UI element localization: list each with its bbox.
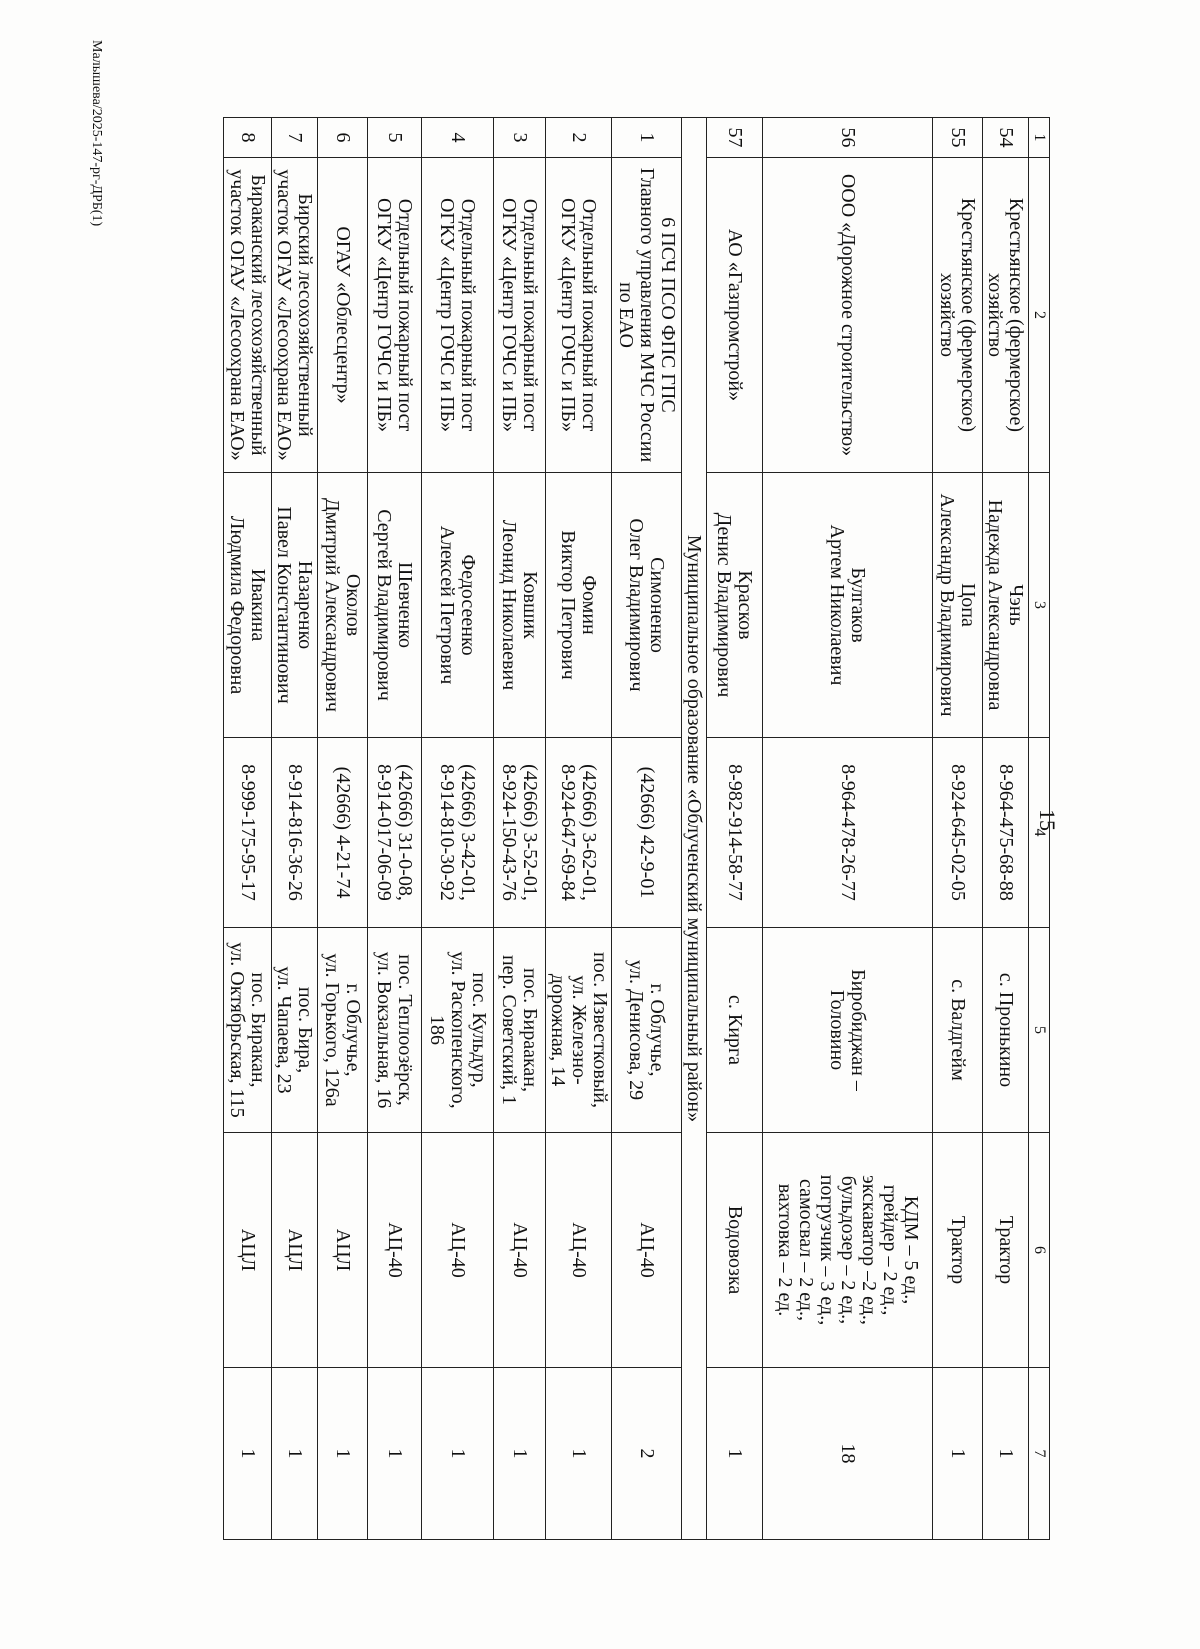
column-number: 4 — [1029, 738, 1050, 928]
row-number: 56 — [763, 118, 933, 158]
column-number-row — [1029, 118, 1050, 1540]
equipment: АЦ-40 — [612, 1133, 682, 1368]
row-number: 57 — [707, 118, 763, 158]
quantity: 1 — [318, 1368, 368, 1540]
address: г. Облучье, ул. Горького, 126а — [318, 928, 368, 1133]
phone-number: 8-914-816-36-26 — [272, 738, 318, 928]
phone-number: (42666) 3-42-01, 8-914-810-30-92 — [422, 738, 494, 928]
row-number: 54 — [983, 118, 1029, 158]
address: г. Облучье, ул. Денисова, 29 — [612, 928, 682, 1133]
responsible-person: Красков Денис Владимирович — [707, 473, 763, 738]
row-number: 4 — [422, 118, 494, 158]
document-code: Малышева/2025-147-рг-ДРБ(1) — [89, 40, 104, 227]
equipment: АЦ-40 — [422, 1133, 494, 1368]
row-number: 6 — [318, 118, 368, 158]
quantity: 2 — [612, 1368, 682, 1540]
page-number: 15 — [1035, 809, 1060, 831]
address: пос. Бира, ул. Чапаева, 23 — [272, 928, 318, 1133]
equipment: Трактор — [933, 1133, 983, 1368]
responsible-person: Федосеенко Алексей Петрович — [422, 473, 494, 738]
quantity: 1 — [707, 1368, 763, 1540]
phone-number: (42666) 31-0-08, 8-914-017-06-09 — [368, 738, 422, 928]
responsible-person: Шевченко Сергей Владимирович — [368, 473, 422, 738]
address: с. Валдгейм — [933, 928, 983, 1133]
responsible-person: Ковшик Леонид Николаевич — [494, 473, 546, 738]
quantity: 1 — [272, 1368, 318, 1540]
address: пос. Кульдур, ул. Раскопенского, 186 — [422, 928, 494, 1133]
equipment: КДМ – 5 ед., грейдер – 2 ед., экскаватор –2 ед., бульдозер – 2 ед., погрузчик – 3 ед., самосвал – 2 ед., вахтовка – 2 ед. — [763, 1133, 933, 1368]
quantity: 1 — [224, 1368, 272, 1540]
row-number: 2 — [546, 118, 612, 158]
equipment: Трактор — [983, 1133, 1029, 1368]
row-number: 55 — [933, 118, 983, 158]
address: пос. Бираакан, пер. Советский, 1 — [494, 928, 546, 1133]
organization-name: Отдельный пожарный пост ОГКУ «Центр ГОЧС и ПБ» — [494, 158, 546, 473]
column-number: 1 — [1029, 118, 1050, 158]
address: с. Пронькино — [983, 928, 1029, 1133]
table-row — [612, 118, 682, 1540]
phone-number: 8-924-645-02-05 — [933, 738, 983, 928]
responsible-person: Околов Дмитрий Александрович — [318, 473, 368, 738]
address: пос. Биракан, ул. Октябрьская, 115 — [224, 928, 272, 1133]
table-row — [272, 118, 318, 1540]
organization-name: Крестьянское (фермерское) хозяйство — [983, 158, 1029, 473]
quantity: 1 — [933, 1368, 983, 1540]
section-row — [682, 118, 707, 1540]
quantity: 1 — [983, 1368, 1029, 1540]
phone-number: (42666) 4-21-74 — [318, 738, 368, 928]
table-row — [318, 118, 368, 1540]
responsible-person: Ивакина Людмила Федоровна — [224, 473, 272, 738]
organization-name: Отдельный пожарный пост ОГКУ «Центр ГОЧС и ПБ» — [546, 158, 612, 473]
table-row — [422, 118, 494, 1540]
quantity: 1 — [422, 1368, 494, 1540]
resources-table — [223, 117, 1050, 1540]
table-row — [368, 118, 422, 1540]
equipment: АЦ-40 — [368, 1133, 422, 1368]
column-number: 2 — [1029, 158, 1050, 473]
row-number: 3 — [494, 118, 546, 158]
table-row — [494, 118, 546, 1540]
responsible-person: Фомин Виктор Петрович — [546, 473, 612, 738]
table-row — [224, 118, 272, 1540]
column-number: 3 — [1029, 473, 1050, 738]
phone-number: 8-964-475-68-88 — [983, 738, 1029, 928]
quantity: 18 — [763, 1368, 933, 1540]
equipment: АЦ-40 — [494, 1133, 546, 1368]
organization-name: Бирский лесохозяйственный участок ОГАУ «Лесоохрана ЕАО» — [272, 158, 318, 473]
table-row — [983, 118, 1029, 1540]
column-number: 6 — [1029, 1133, 1050, 1368]
row-number: 1 — [612, 118, 682, 158]
organization-name: 6 ПСЧ ПСО ФПС ГПС Главного управления МЧС России по ЕАО — [612, 158, 682, 473]
equipment: АЦЛ — [318, 1133, 368, 1368]
address: пос. Известковый, ул. Железно- дорожная, 14 — [546, 928, 612, 1133]
section-title: Муниципальное образование «Облученский муниципальный район» — [682, 118, 707, 1540]
responsible-person: Чэнь Надежда Александровна — [983, 473, 1029, 738]
organization-name: Отдельный пожарный пост ОГКУ «Центр ГОЧС и ПБ» — [368, 158, 422, 473]
organization-name: Крестьянское (фермерское) хозяйство — [933, 158, 983, 473]
organization-name: АО «Газпромстрой» — [707, 158, 763, 473]
organization-name: Бираканский лесохозяйственный участок ОГАУ «Лесоохрана ЕАО» — [224, 158, 272, 473]
table-row — [546, 118, 612, 1540]
phone-number: (42666) 3-52-01, 8-924-150-43-76 — [494, 738, 546, 928]
address: пос. Теплоозёрск, ул. Вокзальная, 16 — [368, 928, 422, 1133]
quantity: 1 — [368, 1368, 422, 1540]
row-number: 5 — [368, 118, 422, 158]
equipment: АЦ-40 — [546, 1133, 612, 1368]
responsible-person: Цопа Александр Владимирович — [933, 473, 983, 738]
table-row — [933, 118, 983, 1540]
organization-name: ООО «Дорожное строительство» — [763, 158, 933, 473]
quantity: 1 — [546, 1368, 612, 1540]
quantity: 1 — [494, 1368, 546, 1540]
row-number: 7 — [272, 118, 318, 158]
phone-number: 8-964-478-26-77 — [763, 738, 933, 928]
responsible-person: Симоненко Олег Владимирович — [612, 473, 682, 738]
address: с. Кирга — [707, 928, 763, 1133]
column-number: 5 — [1029, 928, 1050, 1133]
equipment: АЦЛ — [224, 1133, 272, 1368]
equipment: Водовозка — [707, 1133, 763, 1368]
row-number: 8 — [224, 118, 272, 158]
responsible-person: Назаренко Павел Константинович — [272, 473, 318, 738]
equipment: АЦЛ — [272, 1133, 318, 1368]
organization-name: ОГАУ «Облесцентр» — [318, 158, 368, 473]
table-row — [763, 118, 933, 1540]
responsible-person: Булгаков Артем Николаевич — [763, 473, 933, 738]
phone-number: 8-982-914-58-77 — [707, 738, 763, 928]
address: Биробиджан – Головино — [763, 928, 933, 1133]
organization-name: Отдельный пожарный пост ОГКУ «Центр ГОЧС и ПБ» — [422, 158, 494, 473]
table-row — [707, 118, 763, 1540]
phone-number: (42666) 42-9-01 — [612, 738, 682, 928]
phone-number: (42666) 3-62-01, 8-924-647-69-84 — [546, 738, 612, 928]
phone-number: 8-999-175-95-17 — [224, 738, 272, 928]
column-number: 7 — [1029, 1368, 1050, 1540]
